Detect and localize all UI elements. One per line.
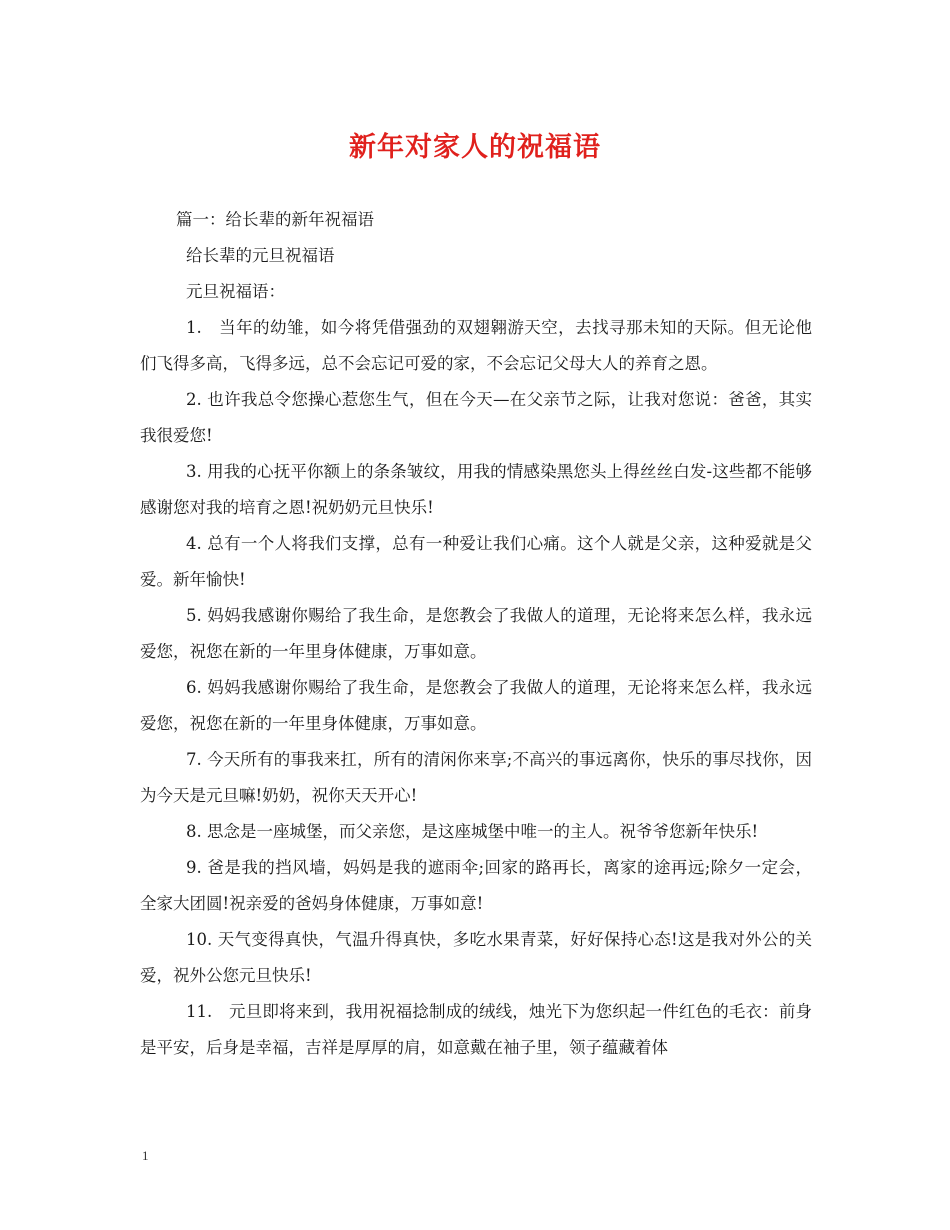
blessing-item-11: 11. 元旦即将来到，我用祝福捻制成的绒线，烛光下为您织起一件红色的毛衣：前身是平安，后身是幸福，吉祥是厚厚的肩，如意戴在袖子里，领子蕴藏着体 (140, 1002, 812, 1057)
document-title: 新年对家人的祝福语 (349, 132, 601, 163)
blessing-label: 元旦祝福语： (186, 282, 285, 301)
blessing-item-10: 10. 天气变得真快，气温升得真快，多吃水果青菜，好好保持心态!这是我对外公的关爱，祝外公您元旦快乐! (140, 930, 812, 985)
blessing-item-3: 3. 用我的心抚平你额上的条条皱纹，用我的情感染黑您头上得丝丝白发-这些都不能够感谢您对我的培育之恩!祝奶奶元旦快乐! (140, 462, 812, 517)
blessing-item-6: 6. 妈妈我感谢你赐给了我生命，是您教会了我做人的道理，无论将来怎么样，我永远爱您，祝您在新的一年里身体健康，万事如意。 (140, 678, 812, 733)
blessing-item-4: 4. 总有一个人将我们支撑，总有一种爱让我们心痛。这个人就是父亲，这种爱就是父爱。新年愉快! (140, 534, 812, 589)
document-body (140, 202, 812, 1066)
blessing-item-2: 2. 也许我总令您操心惹您生气，但在今天—在父亲节之际，让我对您说：爸爸，其实我很爱您! (140, 390, 812, 445)
subheading: 给长辈的元旦祝福语 (186, 246, 335, 265)
blessing-item-5: 5. 妈妈我感谢你赐给了我生命，是您教会了我做人的道理，无论将来怎么样，我永远爱您，祝您在新的一年里身体健康，万事如意。 (140, 606, 812, 661)
blessing-item-8: 8. 思念是一座城堡，而父亲您，是这座城堡中唯一的主人。祝爷爷您新年快乐! (186, 822, 759, 841)
blessing-item-7: 7. 今天所有的事我来扛，所有的清闲你来享;不高兴的事远离你，快乐的事尽找你，因为今天是元旦嘛!奶奶，祝你天天开心! (140, 750, 812, 805)
page-number: 1 (142, 1148, 149, 1163)
blessing-item-9: 9. 爸是我的挡风墙，妈妈是我的遮雨伞;回家的路再长，离家的途再远;除夕一定会，全家大团圆!祝亲爱的爸妈身体健康，万事如意! (140, 858, 812, 913)
blessing-item-1: 1. 当年的幼雏，如今将凭借强劲的双翅翱游天空，去找寻那未知的天际。但无论他们飞得多高，飞得多远，总不会忘记可爱的家，不会忘记父母大人的养育之恩。 (140, 318, 812, 373)
section-heading: 篇一：给长辈的新年祝福语 (176, 210, 374, 229)
